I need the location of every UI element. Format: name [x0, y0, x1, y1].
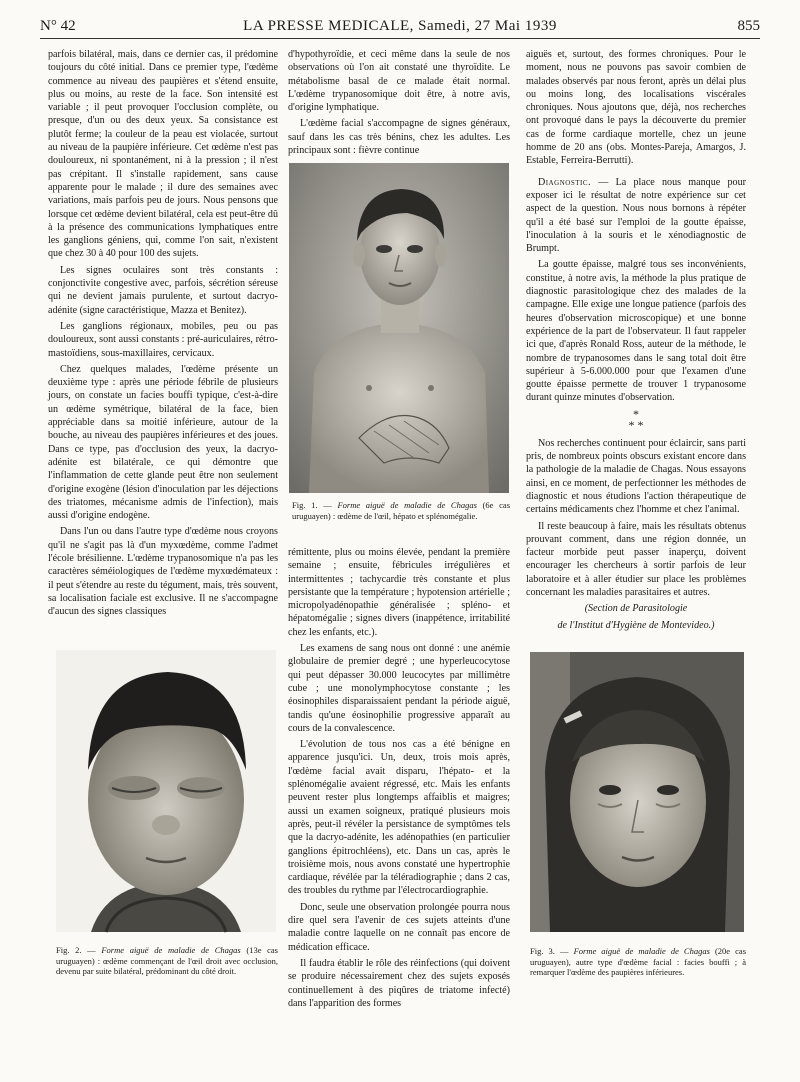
paragraph: aiguës et, surtout, des formes chroniques. Pour le moment, nous ne pouvons pas savoir combien de malades observés par nous feront, après un délai plus ou moins long, des localisations viscérales chroniques. Nous ajoutons que, déjà, nos recherches ont provoqué dans le pays la découverte du premier cas de forme cardiaque mortelle, chez un jeune homme de 20 ans (obs. Montes-Pareja, Amargos, J. Estable, Ferreira-Berrutti). [526, 49, 746, 167]
paragraph: Les examens de sang nous ont donné : une anémie globulaire de premier degré ; une hyperleucocytose qui peut dépasser 30.000 leucocytes par millimètre cube ; une monolymphocytose constante ; les éosinophiles disparaissaient pendant la période aiguë, tandis qu'une éosinophilie progressive apparaît au cours de la convalescence. [288, 643, 510, 734]
affiliation-line-1: (Section de Parasitologie [584, 603, 688, 615]
paragraph: Il faudra établir le rôle des réinfections (qui doivent se produire nécessairement chez des sujets exposés continuellement à des piqûres de triatome infecté) dans l'apparition des formes [288, 957, 510, 1009]
figure-3-caption [530, 946, 746, 978]
column-2-top [288, 48, 510, 160]
caption-label: Fig. 2. — [56, 945, 96, 955]
section-separator: * * * [628, 406, 644, 432]
diagnostic-paragraph [526, 176, 746, 256]
running-header [40, 18, 760, 39]
column-2-bottom [288, 546, 510, 1009]
paragraph: Donc, seule une observation prolongée pourra nous dire quel sera l'avenir de ces sujets atteints d'une maladie contre laquelle on ne connaît pas encore de médication efficace. [288, 901, 510, 953]
paragraph: L'évolution de tous nos cas a été bénigne en apparence jusqu'ici. Un, deux, trois mois après, l'œdème facial avait disparu, l'hépato- et la splénomégalie avaient régressé, etc. Mais les enfants peuvent rester plus longtemps affaiblis et maigres; aussi un examen soigneux, pratiqué plusieurs mois après, peut-il révéler la persistance de symptômes tels que la dacryo-adénite, les adénopathies (en particulier ganglions épitrochléens), etc. Dans un cas, après le troisième mois, nous avons constaté une hypertrophie cardiaque, révélée par la téléradiographie ; dans 2 cas, des troubles du rythme par l'électrocardiographie. [288, 739, 510, 897]
caption-title: Forme aiguë de maladie de Chagas [568, 946, 710, 956]
affiliation-line-2: de l'Institut d'Hygiène de Montevideo.) [557, 619, 715, 631]
figure-1-photo [289, 163, 509, 493]
caption-text: (6e cas uruguayen) : œdème de l'œil, hépato et splénomégalie. [292, 500, 511, 521]
paragraph: L'œdème facial s'accompagne de signes généraux, sauf dans les cas très bénins, chez les adultes. Les principaux sont : fièvre continue [288, 118, 510, 157]
caption-text: (13e cas uruguayen) : œdème commençant de l'œil droit avec occlusion, devenu par suite bilatéral, prédominant du côté droit. [56, 945, 278, 976]
paragraph: parfois bilatéral, mais, dans ce dernier cas, il prédomine toujours du côté initial. Dans ce premier type, l'œdème commence au niveau des paupières et s'étend ensuite, plus ou moins, au reste de la face. Son intensité est variable ; il peut provoquer l'occlusion complète, ou presque, d'un ou des deux yeux. Sa consistance est plutôt ferme; la couleur de la peau est violacée, surtout au niveau de la paupière inférieure. Cet œdème n'est pas douloureux, ni spontanément, ni à la pression ; il n'est pas crépitant. Il s'installe rapidement, sans cause apparente pour le malade ; il dure des semaines avec variations, mais parfois peu de jours. Nous pensons que lorsque cet œdème devient bilatéral, cela est peut-être dû à la présence des communications lymphatiques entre les ganglions géniens, qui, comme l'on sait, n'existent que chez 30 à 40 pour 100 des sujets. [48, 49, 278, 260]
figure-1-caption [292, 500, 510, 521]
paragraph: rémittente, plus ou moins élevée, pendant la première semaine ; ensuite, fébricules irrégulières et intermittentes ; tachycardie très constante et plus persistante que la température ; hypotension artérielle ; micropolyadénopathie généralisée ; spléno- et hépatomégalie ; signes divers (inappétence, irritabilité chez les enfants, etc.). [288, 547, 510, 638]
caption-label: Fig. 3. — [530, 946, 569, 956]
paragraph-text: — La place nous manque pour exposer ici le résultat de notre expérience sur cet aspect de la question. Nous nous bornons à répéter qu'il a été basé sur l'emploi de la goutte épaisse, l'inoculation à la souris et le xénodiagnostic de Brumpt. [526, 176, 746, 255]
figure-2-caption [56, 945, 278, 977]
column-3 [526, 48, 746, 631]
page-number: 855 [737, 18, 760, 34]
figure-3-photo [530, 652, 744, 932]
caption-title: Forme aiguë de maladie de Chagas [95, 945, 241, 955]
issue-number: N° 42 [40, 18, 76, 34]
paragraph: Les signes oculaires sont très constants : conjonctivite congestive avec, parfois, sécrétion séreuse qui ne devient jamais purulente, et surtout dacryo-adénite (signe caractéristique, Mazza et Benitez). [48, 264, 278, 316]
caption-label: Fig. 1. — [292, 500, 332, 510]
column-1 [48, 48, 278, 634]
paragraph: Dans l'un ou dans l'autre type d'œdème nous croyons qu'il ne s'agit pas là d'un myxœdème, comme l'admet l'école brésilienne. L'œdème trypanosomique n'a pas les caractères séméiologiques de l'œdème myxœdémateux : il peut s'étendre au reste du tégument, mais, très souvent, sa localisation faciale est exclusive. Il ne s'accompagne d'aucun des signes classiques [48, 526, 278, 618]
section-label: Diagnostic. [538, 176, 592, 188]
paragraph: Nos recherches continuent pour éclaircir, sans parti pris, de nombreux points obscurs existant encore dans la pathologie de la maladie de Chagas. Nous essayons ainsi, en ce moment, de perfectionner les méthodes de diagnostic et nous étudions l'action thérapeutique de certains médicaments chez l'homme et chez l'animal. [526, 437, 746, 516]
paragraph: d'hypothyroïdie, et ceci même dans la seule de nos observations où l'on ait constaté une thyroïdite. Le métabolisme basal de ce malade était normal. L'œdème trypanosomique doit être, à notre avis, d'origine lymphatique. [288, 49, 510, 114]
paragraph: La goutte épaisse, malgré tous ses inconvénients, constitue, à notre avis, la méthode la plus pratique de diagnostic parasitologique chez des malades de la campagne. Elle exige une longue patience (parfois des heures d'observation microscopique) et une bonne expérience de la part de l'observateur. Il faut rappeler ici que, d'après Ronald Ross, auteur de la méthode, le nombre de trypanosomes dans le sang total doit être supérieur à 5-6.000.000 pour que l'examen d'une goutte épaisse permette de trouver 1 trypanosome durant quinze minutes d'observation. [526, 259, 746, 404]
caption-text: (20e cas uruguayen), autre type d'œdème facial : facies bouffi ; à remarquer l'œdème des paupières inférieures. [530, 946, 747, 977]
figure-2-photo [56, 650, 276, 932]
caption-title: Forme aiguë de maladie de Chagas [331, 500, 477, 510]
paragraph: Chez quelques malades, l'œdème présente un deuxième type : après une période fébrile de plusieurs jours, on constate un facies bouffi typique, c'est-à-dire un œdème symétrique, bilatéral de la face, bien appréciable dans sa moitié inférieure, autour de la bouche, au niveau des paupières inférieures et des joues. Dans ce type, pas d'occlusion des yeux, la dacryo-adénite est bilatérale, ce qui démontre que l'inflammation de cette glande peut être non seulement d'origine exogène (lésion d'inoculation par les déjections des triatomes, mécanisme admis de l'infection), mais aussi d'origine endogène. [48, 363, 278, 522]
paragraph: Les ganglions régionaux, mobiles, peu ou pas douloureux, sont aussi constants : pré-auriculaires, rétro-mastoïdiens, sous-maxillaires, cervicaux. [48, 320, 278, 359]
paragraph: Il reste beaucoup à faire, mais les résultats obtenus prouvant comment, dans une région donnée, un facteur morbide peut passer inaperçu, doivent encourager les chercheurs à sortir parfois de leur laboratoire et à aller étudier sur place les problèmes concernant les maladies parasitaires et autres. [526, 520, 746, 598]
journal-title: LA PRESSE MEDICALE, Samedi, 27 Mai 1939 [243, 18, 557, 34]
